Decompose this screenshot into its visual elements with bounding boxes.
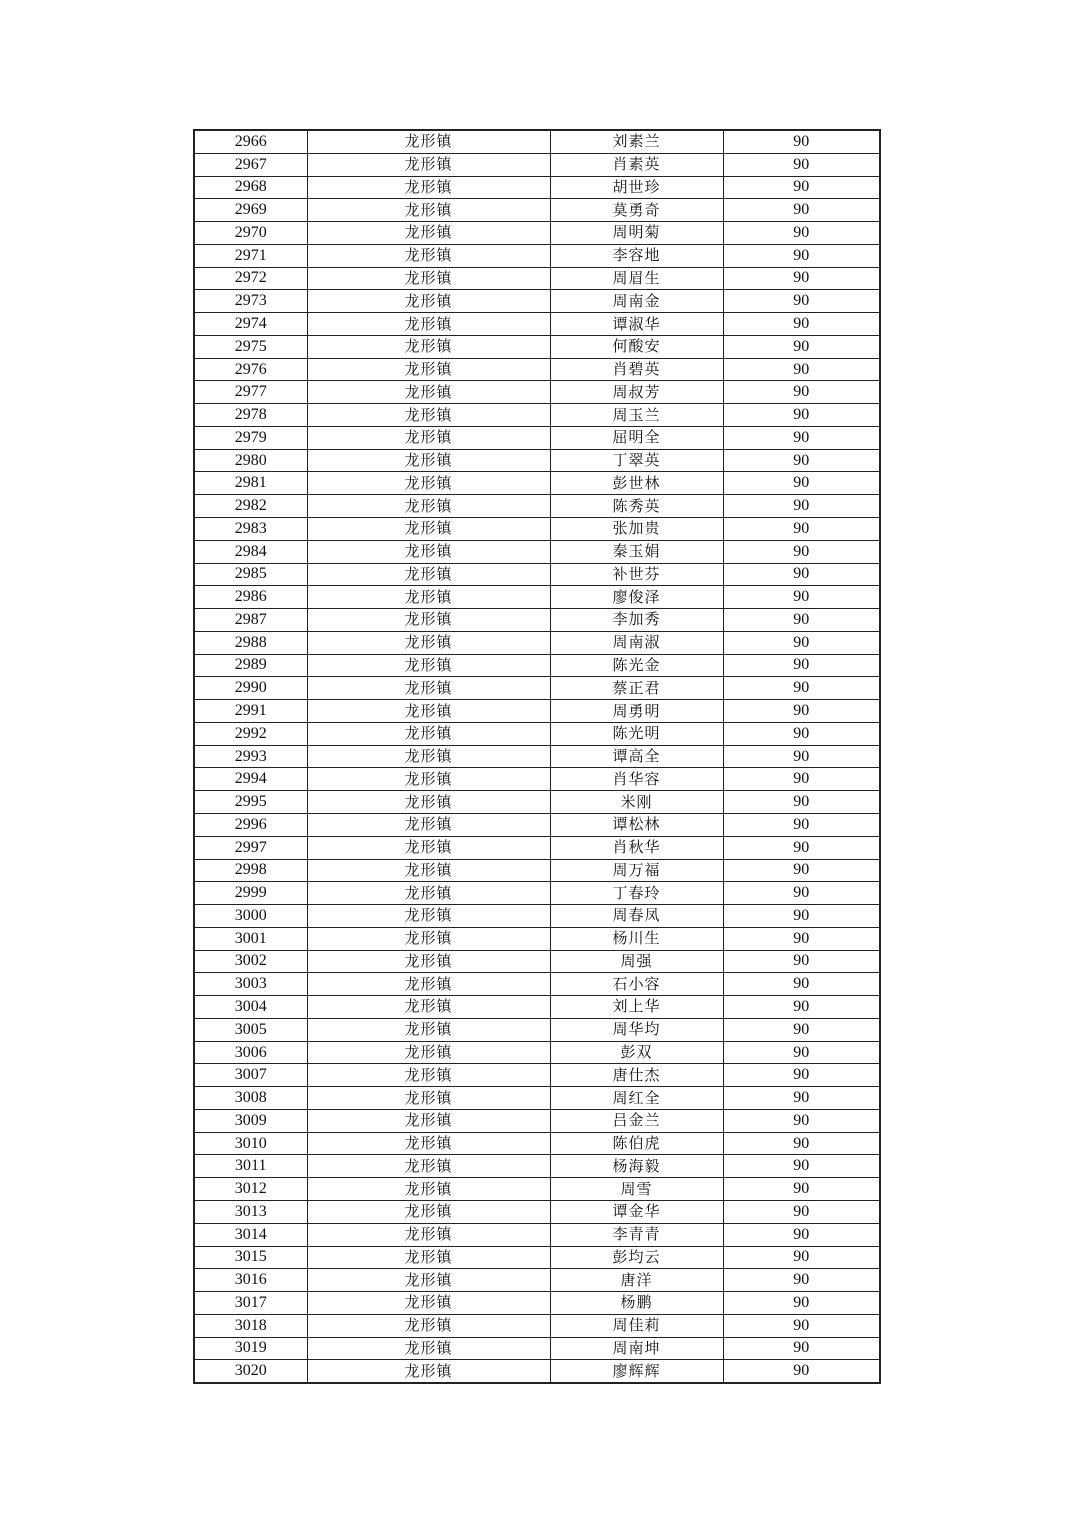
score-cell: 90 bbox=[723, 836, 880, 859]
row-number-cell: 2981 bbox=[194, 472, 307, 495]
row-number-cell: 3012 bbox=[194, 1178, 307, 1201]
row-number-cell: 2973 bbox=[194, 290, 307, 313]
score-cell: 90 bbox=[723, 199, 880, 222]
table-row bbox=[194, 1223, 880, 1246]
person-name-cell: 米刚 bbox=[550, 791, 723, 814]
town-cell: 龙形镇 bbox=[307, 722, 550, 745]
person-name-cell: 肖秋华 bbox=[550, 836, 723, 859]
town-cell: 龙形镇 bbox=[307, 1360, 550, 1383]
table-row bbox=[194, 609, 880, 632]
row-number-cell: 2989 bbox=[194, 654, 307, 677]
score-cell: 90 bbox=[723, 1246, 880, 1269]
person-name-cell: 杨海毅 bbox=[550, 1155, 723, 1178]
town-cell: 龙形镇 bbox=[307, 586, 550, 609]
person-name-cell: 唐洋 bbox=[550, 1269, 723, 1292]
person-name-cell: 李青青 bbox=[550, 1223, 723, 1246]
score-cell: 90 bbox=[723, 905, 880, 928]
person-name-cell: 肖素英 bbox=[550, 153, 723, 176]
row-number-cell: 2972 bbox=[194, 267, 307, 290]
person-name-cell: 肖华容 bbox=[550, 768, 723, 791]
table-row bbox=[194, 791, 880, 814]
row-number-cell: 3004 bbox=[194, 996, 307, 1019]
person-name-cell: 周华均 bbox=[550, 1018, 723, 1041]
row-number-cell: 2995 bbox=[194, 791, 307, 814]
person-name-cell: 刘素兰 bbox=[550, 130, 723, 153]
score-cell: 90 bbox=[723, 722, 880, 745]
town-cell: 龙形镇 bbox=[307, 1178, 550, 1201]
score-cell: 90 bbox=[723, 1223, 880, 1246]
table-row bbox=[194, 153, 880, 176]
table-row bbox=[194, 176, 880, 199]
town-cell: 龙形镇 bbox=[307, 859, 550, 882]
table-row bbox=[194, 631, 880, 654]
person-name-cell: 廖辉辉 bbox=[550, 1360, 723, 1383]
person-name-cell: 廖俊泽 bbox=[550, 586, 723, 609]
score-cell: 90 bbox=[723, 563, 880, 586]
town-cell: 龙形镇 bbox=[307, 472, 550, 495]
table-row bbox=[194, 518, 880, 541]
score-cell: 90 bbox=[723, 244, 880, 267]
score-cell: 90 bbox=[723, 813, 880, 836]
person-name-cell: 周佳莉 bbox=[550, 1314, 723, 1337]
row-number-cell: 3005 bbox=[194, 1018, 307, 1041]
person-name-cell: 胡世珍 bbox=[550, 176, 723, 199]
person-name-cell: 肖碧英 bbox=[550, 358, 723, 381]
row-number-cell: 2998 bbox=[194, 859, 307, 882]
table-row bbox=[194, 1292, 880, 1315]
town-cell: 龙形镇 bbox=[307, 404, 550, 427]
score-cell: 90 bbox=[723, 609, 880, 632]
score-cell: 90 bbox=[723, 518, 880, 541]
table-row bbox=[194, 449, 880, 472]
score-cell: 90 bbox=[723, 1155, 880, 1178]
score-cell: 90 bbox=[723, 586, 880, 609]
row-number-cell: 2992 bbox=[194, 722, 307, 745]
score-cell: 90 bbox=[723, 335, 880, 358]
table-row bbox=[194, 1132, 880, 1155]
row-number-cell: 3014 bbox=[194, 1223, 307, 1246]
table-row bbox=[194, 654, 880, 677]
town-cell: 龙形镇 bbox=[307, 996, 550, 1019]
person-name-cell: 谭松林 bbox=[550, 813, 723, 836]
town-cell: 龙形镇 bbox=[307, 791, 550, 814]
table-row bbox=[194, 1064, 880, 1087]
score-cell: 90 bbox=[723, 1269, 880, 1292]
person-name-cell: 何酸安 bbox=[550, 335, 723, 358]
town-cell: 龙形镇 bbox=[307, 1155, 550, 1178]
table-row bbox=[194, 540, 880, 563]
row-number-cell: 2968 bbox=[194, 176, 307, 199]
town-cell: 龙形镇 bbox=[307, 426, 550, 449]
row-number-cell: 2969 bbox=[194, 199, 307, 222]
row-number-cell: 2983 bbox=[194, 518, 307, 541]
town-cell: 龙形镇 bbox=[307, 813, 550, 836]
row-number-cell: 2967 bbox=[194, 153, 307, 176]
town-cell: 龙形镇 bbox=[307, 609, 550, 632]
score-cell: 90 bbox=[723, 1109, 880, 1132]
person-name-cell: 周春凤 bbox=[550, 905, 723, 928]
town-cell: 龙形镇 bbox=[307, 677, 550, 700]
score-cell: 90 bbox=[723, 1132, 880, 1155]
score-cell: 90 bbox=[723, 381, 880, 404]
row-number-cell: 3016 bbox=[194, 1269, 307, 1292]
person-name-cell: 周南淑 bbox=[550, 631, 723, 654]
score-cell: 90 bbox=[723, 222, 880, 245]
row-number-cell: 2988 bbox=[194, 631, 307, 654]
table-row bbox=[194, 290, 880, 313]
row-number-cell: 2996 bbox=[194, 813, 307, 836]
score-cell: 90 bbox=[723, 1314, 880, 1337]
person-name-cell: 谭淑华 bbox=[550, 313, 723, 336]
town-cell: 龙形镇 bbox=[307, 1087, 550, 1110]
town-cell: 龙形镇 bbox=[307, 1246, 550, 1269]
person-name-cell: 莫勇奇 bbox=[550, 199, 723, 222]
town-cell: 龙形镇 bbox=[307, 518, 550, 541]
table-row bbox=[194, 1155, 880, 1178]
table-row bbox=[194, 1178, 880, 1201]
row-number-cell: 3001 bbox=[194, 927, 307, 950]
row-number-cell: 3018 bbox=[194, 1314, 307, 1337]
table-row bbox=[194, 313, 880, 336]
score-cell: 90 bbox=[723, 927, 880, 950]
row-number-cell: 2986 bbox=[194, 586, 307, 609]
row-number-cell: 2990 bbox=[194, 677, 307, 700]
row-number-cell: 2977 bbox=[194, 381, 307, 404]
person-name-cell: 杨鹏 bbox=[550, 1292, 723, 1315]
score-cell: 90 bbox=[723, 404, 880, 427]
table-row bbox=[194, 677, 880, 700]
town-cell: 龙形镇 bbox=[307, 176, 550, 199]
person-name-cell: 彭世林 bbox=[550, 472, 723, 495]
person-name-cell: 周南坤 bbox=[550, 1337, 723, 1360]
score-cell: 90 bbox=[723, 1041, 880, 1064]
town-cell: 龙形镇 bbox=[307, 1041, 550, 1064]
score-cell: 90 bbox=[723, 130, 880, 153]
score-cell: 90 bbox=[723, 313, 880, 336]
table-row bbox=[194, 859, 880, 882]
row-number-cell: 3006 bbox=[194, 1041, 307, 1064]
table-row bbox=[194, 1269, 880, 1292]
table-row bbox=[194, 700, 880, 723]
score-cell: 90 bbox=[723, 768, 880, 791]
person-name-cell: 蔡正君 bbox=[550, 677, 723, 700]
person-name-cell: 陈伯虎 bbox=[550, 1132, 723, 1155]
score-cell: 90 bbox=[723, 1064, 880, 1087]
row-number-cell: 2976 bbox=[194, 358, 307, 381]
town-cell: 龙形镇 bbox=[307, 540, 550, 563]
table-row bbox=[194, 404, 880, 427]
table-row bbox=[194, 1360, 880, 1383]
table-row bbox=[194, 1018, 880, 1041]
row-number-cell: 2993 bbox=[194, 745, 307, 768]
row-number-cell: 3017 bbox=[194, 1292, 307, 1315]
person-name-cell: 李加秀 bbox=[550, 609, 723, 632]
table-row bbox=[194, 1246, 880, 1269]
table-row bbox=[194, 745, 880, 768]
row-number-cell: 2984 bbox=[194, 540, 307, 563]
table-row bbox=[194, 768, 880, 791]
row-number-cell: 2999 bbox=[194, 882, 307, 905]
table-row bbox=[194, 927, 880, 950]
table-row bbox=[194, 358, 880, 381]
score-cell: 90 bbox=[723, 882, 880, 905]
score-cell: 90 bbox=[723, 176, 880, 199]
table-row bbox=[194, 130, 880, 153]
row-number-cell: 3015 bbox=[194, 1246, 307, 1269]
town-cell: 龙形镇 bbox=[307, 313, 550, 336]
town-cell: 龙形镇 bbox=[307, 449, 550, 472]
table-row bbox=[194, 973, 880, 996]
town-cell: 龙形镇 bbox=[307, 768, 550, 791]
town-cell: 龙形镇 bbox=[307, 1064, 550, 1087]
town-cell: 龙形镇 bbox=[307, 927, 550, 950]
town-cell: 龙形镇 bbox=[307, 1314, 550, 1337]
town-cell: 龙形镇 bbox=[307, 1223, 550, 1246]
score-cell: 90 bbox=[723, 153, 880, 176]
score-cell: 90 bbox=[723, 1200, 880, 1223]
score-cell: 90 bbox=[723, 1178, 880, 1201]
row-number-cell: 3010 bbox=[194, 1132, 307, 1155]
town-cell: 龙形镇 bbox=[307, 244, 550, 267]
row-number-cell: 2985 bbox=[194, 563, 307, 586]
table-row bbox=[194, 563, 880, 586]
table-row bbox=[194, 1314, 880, 1337]
town-cell: 龙形镇 bbox=[307, 1132, 550, 1155]
table-row bbox=[194, 1337, 880, 1360]
town-cell: 龙形镇 bbox=[307, 153, 550, 176]
town-cell: 龙形镇 bbox=[307, 358, 550, 381]
town-cell: 龙形镇 bbox=[307, 335, 550, 358]
row-number-cell: 3002 bbox=[194, 950, 307, 973]
person-name-cell: 彭双 bbox=[550, 1041, 723, 1064]
town-cell: 龙形镇 bbox=[307, 631, 550, 654]
score-cell: 90 bbox=[723, 996, 880, 1019]
town-cell: 龙形镇 bbox=[307, 290, 550, 313]
town-cell: 龙形镇 bbox=[307, 1018, 550, 1041]
table-row bbox=[194, 905, 880, 928]
row-number-cell: 2980 bbox=[194, 449, 307, 472]
row-number-cell: 2971 bbox=[194, 244, 307, 267]
town-cell: 龙形镇 bbox=[307, 1292, 550, 1315]
table-row bbox=[194, 1109, 880, 1132]
table-row bbox=[194, 335, 880, 358]
roster-table bbox=[193, 129, 881, 1384]
person-name-cell: 周明菊 bbox=[550, 222, 723, 245]
table-row bbox=[194, 1041, 880, 1064]
person-name-cell: 刘上华 bbox=[550, 996, 723, 1019]
person-name-cell: 唐仕杰 bbox=[550, 1064, 723, 1087]
row-number-cell: 3013 bbox=[194, 1200, 307, 1223]
row-number-cell: 3019 bbox=[194, 1337, 307, 1360]
score-cell: 90 bbox=[723, 449, 880, 472]
person-name-cell: 屈明全 bbox=[550, 426, 723, 449]
row-number-cell: 3000 bbox=[194, 905, 307, 928]
table-row bbox=[194, 1087, 880, 1110]
table-row bbox=[194, 996, 880, 1019]
score-cell: 90 bbox=[723, 1087, 880, 1110]
town-cell: 龙形镇 bbox=[307, 381, 550, 404]
person-name-cell: 周叔芳 bbox=[550, 381, 723, 404]
town-cell: 龙形镇 bbox=[307, 654, 550, 677]
score-cell: 90 bbox=[723, 859, 880, 882]
row-number-cell: 2975 bbox=[194, 335, 307, 358]
table-row bbox=[194, 722, 880, 745]
person-name-cell: 周雪 bbox=[550, 1178, 723, 1201]
row-number-cell: 2987 bbox=[194, 609, 307, 632]
town-cell: 龙形镇 bbox=[307, 1109, 550, 1132]
table-row bbox=[194, 882, 880, 905]
row-number-cell: 2994 bbox=[194, 768, 307, 791]
town-cell: 龙形镇 bbox=[307, 905, 550, 928]
table-row bbox=[194, 813, 880, 836]
score-cell: 90 bbox=[723, 700, 880, 723]
town-cell: 龙形镇 bbox=[307, 199, 550, 222]
row-number-cell: 3009 bbox=[194, 1109, 307, 1132]
person-name-cell: 秦玉娟 bbox=[550, 540, 723, 563]
row-number-cell: 3008 bbox=[194, 1087, 307, 1110]
row-number-cell: 2997 bbox=[194, 836, 307, 859]
row-number-cell: 2979 bbox=[194, 426, 307, 449]
town-cell: 龙形镇 bbox=[307, 745, 550, 768]
person-name-cell: 吕金兰 bbox=[550, 1109, 723, 1132]
table-row bbox=[194, 1200, 880, 1223]
table-row bbox=[194, 426, 880, 449]
person-name-cell: 周红全 bbox=[550, 1087, 723, 1110]
row-number-cell: 2991 bbox=[194, 700, 307, 723]
score-cell: 90 bbox=[723, 1360, 880, 1383]
score-cell: 90 bbox=[723, 1337, 880, 1360]
person-name-cell: 周玉兰 bbox=[550, 404, 723, 427]
person-name-cell: 周强 bbox=[550, 950, 723, 973]
table-row bbox=[194, 472, 880, 495]
score-cell: 90 bbox=[723, 426, 880, 449]
table-row bbox=[194, 381, 880, 404]
row-number-cell: 2982 bbox=[194, 495, 307, 518]
roster-table-body bbox=[194, 130, 880, 1383]
table-row bbox=[194, 222, 880, 245]
table-row bbox=[194, 267, 880, 290]
person-name-cell: 张加贵 bbox=[550, 518, 723, 541]
score-cell: 90 bbox=[723, 1292, 880, 1315]
person-name-cell: 丁翠英 bbox=[550, 449, 723, 472]
table-row bbox=[194, 586, 880, 609]
score-cell: 90 bbox=[723, 495, 880, 518]
town-cell: 龙形镇 bbox=[307, 130, 550, 153]
score-cell: 90 bbox=[723, 540, 880, 563]
person-name-cell: 杨川生 bbox=[550, 927, 723, 950]
person-name-cell: 石小容 bbox=[550, 973, 723, 996]
person-name-cell: 周眉生 bbox=[550, 267, 723, 290]
town-cell: 龙形镇 bbox=[307, 267, 550, 290]
person-name-cell: 补世芬 bbox=[550, 563, 723, 586]
score-cell: 90 bbox=[723, 631, 880, 654]
score-cell: 90 bbox=[723, 973, 880, 996]
town-cell: 龙形镇 bbox=[307, 836, 550, 859]
town-cell: 龙形镇 bbox=[307, 700, 550, 723]
score-cell: 90 bbox=[723, 745, 880, 768]
row-number-cell: 2970 bbox=[194, 222, 307, 245]
person-name-cell: 丁春玲 bbox=[550, 882, 723, 905]
person-name-cell: 谭高全 bbox=[550, 745, 723, 768]
town-cell: 龙形镇 bbox=[307, 495, 550, 518]
table-row bbox=[194, 244, 880, 267]
town-cell: 龙形镇 bbox=[307, 563, 550, 586]
town-cell: 龙形镇 bbox=[307, 1269, 550, 1292]
table-row bbox=[194, 199, 880, 222]
row-number-cell: 3007 bbox=[194, 1064, 307, 1087]
score-cell: 90 bbox=[723, 950, 880, 973]
score-cell: 90 bbox=[723, 654, 880, 677]
score-cell: 90 bbox=[723, 267, 880, 290]
person-name-cell: 陈光明 bbox=[550, 722, 723, 745]
town-cell: 龙形镇 bbox=[307, 882, 550, 905]
score-cell: 90 bbox=[723, 358, 880, 381]
person-name-cell: 周万福 bbox=[550, 859, 723, 882]
score-cell: 90 bbox=[723, 290, 880, 313]
row-number-cell: 2974 bbox=[194, 313, 307, 336]
town-cell: 龙形镇 bbox=[307, 973, 550, 996]
score-cell: 90 bbox=[723, 677, 880, 700]
town-cell: 龙形镇 bbox=[307, 1200, 550, 1223]
person-name-cell: 彭均云 bbox=[550, 1246, 723, 1269]
person-name-cell: 谭金华 bbox=[550, 1200, 723, 1223]
score-cell: 90 bbox=[723, 791, 880, 814]
person-name-cell: 周南金 bbox=[550, 290, 723, 313]
score-cell: 90 bbox=[723, 472, 880, 495]
person-name-cell: 李容地 bbox=[550, 244, 723, 267]
person-name-cell: 陈光金 bbox=[550, 654, 723, 677]
person-name-cell: 陈秀英 bbox=[550, 495, 723, 518]
table-row bbox=[194, 495, 880, 518]
row-number-cell: 3011 bbox=[194, 1155, 307, 1178]
row-number-cell: 3003 bbox=[194, 973, 307, 996]
row-number-cell: 2966 bbox=[194, 130, 307, 153]
table-row bbox=[194, 836, 880, 859]
person-name-cell: 周勇明 bbox=[550, 700, 723, 723]
table-row bbox=[194, 950, 880, 973]
town-cell: 龙形镇 bbox=[307, 1337, 550, 1360]
score-cell: 90 bbox=[723, 1018, 880, 1041]
row-number-cell: 2978 bbox=[194, 404, 307, 427]
town-cell: 龙形镇 bbox=[307, 222, 550, 245]
town-cell: 龙形镇 bbox=[307, 950, 550, 973]
row-number-cell: 3020 bbox=[194, 1360, 307, 1383]
